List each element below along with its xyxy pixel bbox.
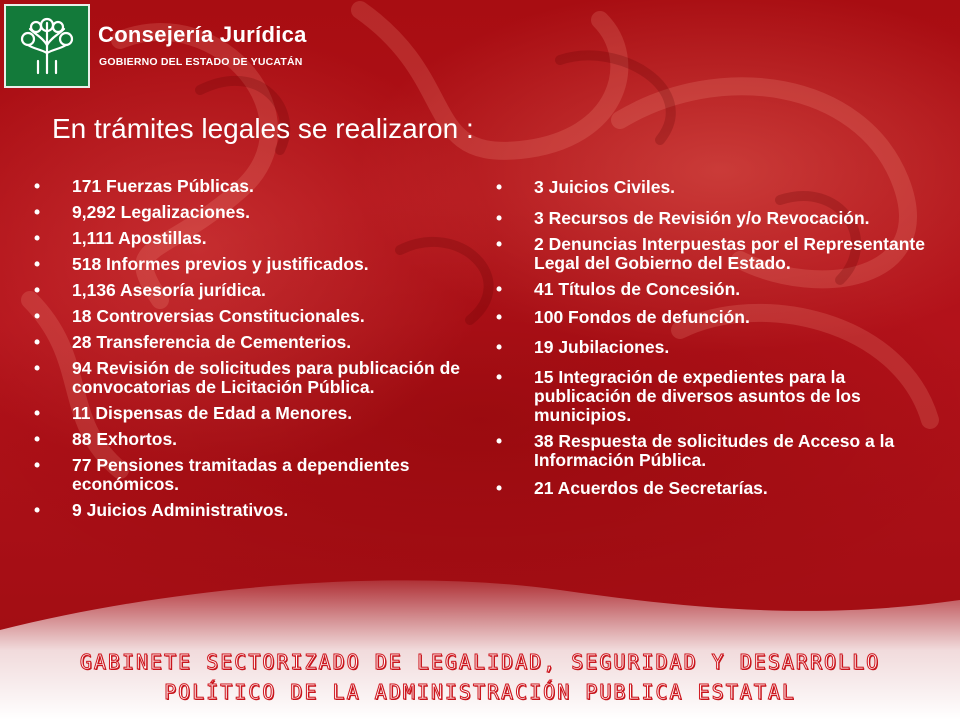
list-item-text: 171 Fuerzas Públicas. xyxy=(72,176,254,196)
bullet-icon: • xyxy=(496,431,503,451)
slide-title: En trámites legales se realizaron : xyxy=(52,113,474,144)
list-item xyxy=(496,432,936,470)
list-item xyxy=(34,203,494,222)
list-item xyxy=(34,281,494,300)
footer-line-2: POLÍTICO DE LA ADMINISTRACIÓN PUBLICA ESTATAL xyxy=(164,680,796,704)
bullet-icon: • xyxy=(34,280,41,300)
bullet-icon: • xyxy=(496,208,503,228)
bullet-icon: • xyxy=(34,429,41,449)
list-item xyxy=(496,209,936,228)
list-item xyxy=(496,308,936,327)
bullet-icon: • xyxy=(496,234,503,254)
list-item-text: 19 Jubilaciones. xyxy=(534,337,670,357)
bullet-icon: • xyxy=(496,367,503,387)
left-bullet-list xyxy=(34,177,494,520)
bullet-icon: • xyxy=(496,307,503,327)
bullet-icon: • xyxy=(496,478,503,498)
list-item-text: 11 Dispensas de Edad a Menores. xyxy=(72,403,353,423)
bullet-icon: • xyxy=(34,254,41,274)
list-item xyxy=(496,479,936,498)
list-item xyxy=(34,404,494,423)
bullet-icon: • xyxy=(496,279,503,299)
bullet-icon: • xyxy=(496,177,503,197)
list-item xyxy=(34,501,494,520)
list-item-text: 77 Pensiones tramitadas a dependientes económicos. xyxy=(72,455,410,494)
bullet-icon: • xyxy=(34,228,41,248)
list-item-text: 21 Acuerdos de Secretarías. xyxy=(534,478,768,498)
list-item-text: 9 Juicios Administrativos. xyxy=(72,500,289,520)
logo xyxy=(4,4,90,88)
org-name: Consejería Jurídica xyxy=(98,22,307,47)
list-item-text: 3 Juicios Civiles. xyxy=(534,177,676,197)
list-item-text: 15 Integración de expedientes para la publicación de diversos asuntos de los municipios. xyxy=(534,367,861,425)
bullet-icon: • xyxy=(34,176,41,196)
list-item-text: 1,111 Apostillas. xyxy=(72,228,207,248)
list-item-text: 41 Títulos de Concesión. xyxy=(534,279,741,299)
bullet-icon: • xyxy=(34,500,41,520)
footer-line-1: GABINETE SECTORIZADO DE LEGALIDAD, SEGURIDAD Y DESARROLLO xyxy=(79,650,881,674)
org-subtitle: GOBIERNO DEL ESTADO DE YUCATÁN xyxy=(99,56,303,68)
list-item xyxy=(34,177,494,196)
list-item-text: 94 Revisión de solicitudes para publicación de convocatorias de Licitación Pública. xyxy=(72,358,461,397)
list-item-text: 3 Recursos de Revisión y/o Revocación. xyxy=(534,208,870,228)
list-item xyxy=(496,235,936,273)
list-item xyxy=(496,178,936,197)
list-item-text: 100 Fondos de defunción. xyxy=(534,307,750,327)
list-item xyxy=(34,333,494,352)
list-item xyxy=(34,430,494,449)
right-bullet-list xyxy=(496,178,936,498)
list-item-text: 2 Denuncias Interpuestas por el Representante Legal del Gobierno del Estado. xyxy=(534,234,925,273)
list-item xyxy=(34,255,494,274)
list-item-text: 88 Exhortos. xyxy=(72,429,178,449)
list-item xyxy=(34,359,494,397)
list-item xyxy=(34,456,494,494)
bullet-icon: • xyxy=(34,403,41,423)
list-item xyxy=(34,229,494,248)
tree-logo-icon xyxy=(16,15,78,77)
bullet-icon: • xyxy=(34,358,41,378)
list-item-text: 9,292 Legalizaciones. xyxy=(72,202,251,222)
list-item xyxy=(496,368,936,425)
bullet-icon: • xyxy=(496,337,503,357)
list-item-text: 518 Informes previos y justificados. xyxy=(72,254,369,274)
list-item xyxy=(34,307,494,326)
list-item-text: 1,136 Asesoría jurídica. xyxy=(72,280,266,300)
bullet-icon: • xyxy=(34,455,41,475)
list-item-text: 28 Transferencia de Cementerios. xyxy=(72,332,352,352)
bullet-icon: • xyxy=(34,306,41,326)
list-item-text: 18 Controversias Constitucionales. xyxy=(72,306,365,326)
list-item xyxy=(496,280,936,299)
bullet-icon: • xyxy=(34,202,41,222)
list-item-text: 38 Respuesta de solicitudes de Acceso a la Información Pública. xyxy=(534,431,895,470)
bullet-icon: • xyxy=(34,332,41,352)
list-item xyxy=(496,338,936,357)
